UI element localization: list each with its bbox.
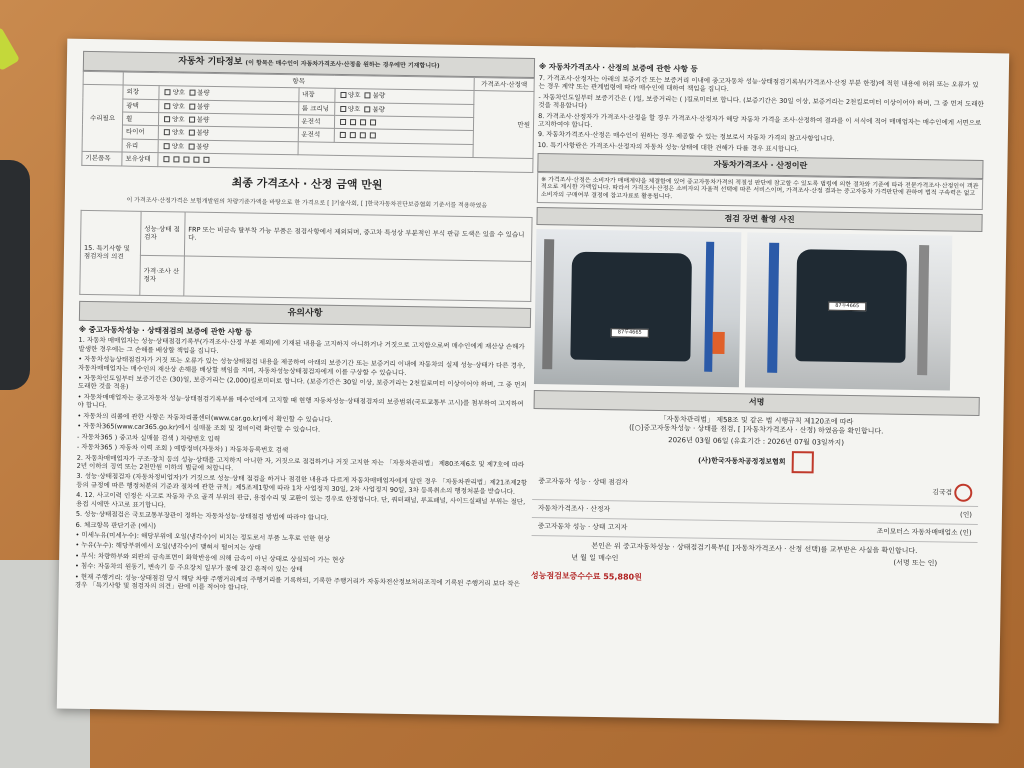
- receipt-sign: (서명 또는 인): [893, 558, 938, 568]
- notice-item: • 침수: 자동차의 원동기, 변속기 등 주요장치 일부가 물에 잠긴 흔적이 있는 상태: [74, 562, 303, 574]
- receipt-text: 본인은 위 중고자동차성능 · 상태점검기록부([ ]자동차가격조사 · 산정 선택)를 교부받은 사실을 확인합니다.: [591, 541, 918, 555]
- row-label: 내장: [298, 88, 334, 102]
- issue-date: 2026년 03월 06일 (유효기간 : 2026년 07월 03일까지): [668, 436, 845, 447]
- row-checks: 양호 불량: [334, 102, 474, 118]
- inspection-photos: [534, 229, 982, 391]
- signer-list: [532, 473, 979, 543]
- notice-list: [75, 336, 531, 596]
- price-guarantee-title: ※ 자동차가격조사 · 산정의 보증에 관한 사항 등: [538, 62, 698, 74]
- special-notes-table: [79, 210, 532, 302]
- items-label: 항목: [123, 72, 474, 91]
- rear-photo: [745, 233, 952, 391]
- lift-pillar: [767, 243, 779, 373]
- row-checks: 양호 불량: [158, 139, 298, 155]
- price-definition-header: 자동차가격조사 · 산정이란: [537, 153, 983, 178]
- price-guarantee-item: 7. 가격조사·산정자는 아래의 보증기간 또는 보증거리 이내에 중고자동차 성능·상태점검기록부(가격조사·산정 부분 한정)에 적힌 내용에 허위 또는 오류가 있는 경우 계약 또는 관계법령에 따라 매수인에 대하여 책임을 집니다.: [538, 73, 979, 94]
- row-checks: 양호 불량: [159, 86, 299, 102]
- notice-item: • 자동차365(www.car365.go.kr)에서 실매물 조회 및 정비이력 확인할 수 있습니다.: [77, 422, 321, 434]
- row-label: 운전석: [298, 115, 334, 129]
- row-label: 유리: [122, 139, 158, 153]
- van-front: [570, 252, 692, 362]
- price-column-label: 가격조사·산정액: [474, 77, 534, 91]
- org-line: [533, 447, 979, 476]
- final-price: 최종 가격조사 · 산정 금액 만원: [231, 175, 383, 192]
- repair-table: [81, 71, 534, 173]
- price-inspector-note: [184, 256, 532, 301]
- front-photo: [534, 229, 741, 387]
- repair-needed-label: 수리필요: [82, 85, 123, 153]
- notice-item: 2. 자동차매매업자가 구조·장치 등의 성능·상태를 고지하지 아니한 자, 거짓으로 점검하거나 거짓 고지한 자는 「자동차관리법」 제80조제6호 및 제7호에 따라 2년 이하의 징역 또는 2천만원 이하의 벌금에 처합니다.: [76, 453, 525, 473]
- notice-item: • 자동차매매업자는 중고자동차 성능·상태점검기록부를 매수인에게 고지할 때 현행 자동차성능·상태점검자의 보증범위(국토교통부 고시)를 첨부하여 고지하여야 합니다.: [77, 392, 524, 410]
- row-label: 운전석: [298, 128, 334, 142]
- notice-header: 유의사항: [79, 301, 531, 328]
- org-name: (사)한국자동차공정정보협회: [697, 456, 786, 467]
- notice-item: • 미세누유(미세누수): 해당부위에 오일(냉각수)이 비치는 정도로서 부품 노후로 인한 현상: [75, 530, 331, 543]
- perf-inspector-note: FRP 또는 비금속 탈부착 가능 부품은 점검사항에서 제외되며, 중고차 특성상 부분적인 부식 판금 도색은 있을 수 있습니다.: [184, 212, 532, 261]
- org-seal: [791, 451, 813, 473]
- row-label: 외장: [123, 85, 159, 99]
- row-checks: 양호 불량: [159, 99, 299, 115]
- signer-role: 중고자동차 성능 · 상태 고지자: [537, 522, 628, 532]
- notice-item: 5. 성능·상태점검은 국토교통부장관이 정하는 자동차성능·상태점검 방법에 따라야 합니다.: [75, 509, 329, 522]
- perf-inspector-label: 성능·상태 점검자: [140, 211, 185, 256]
- signer-role: 중고자동차 성능 · 상태 점검자: [538, 477, 629, 487]
- basic-items-label: 기본품목: [82, 152, 122, 166]
- notice-item: 1. 자동차 매매업자는 성능·상태점검기록부(가격조사·산정 부분 제외)에 기재된 내용을 고지하지 아니하거나 거짓으로 고지함으로써 매수인에게 재산상 손해가 발생한 경우에는 그 손해를 배상할 책임을 집니다.: [78, 336, 525, 355]
- law-text: 「자동차관리법」 제58조 및 같은 법 시행규칙 제120조에 따라: [659, 414, 854, 426]
- notice-title: ※ 중고자동차성능 · 상태점검의 보증에 관한 사항 등: [78, 324, 253, 337]
- inspection-fee: 성능점검보증수수료 55,880원: [530, 570, 642, 582]
- notice-item: - 자동차365 ) 자동차 이력 조회 ) 예방정비(자동차) ) 자동차등록번호 검색: [76, 442, 289, 455]
- price-guarantee-list: [538, 74, 985, 156]
- lift-pillar: [542, 240, 554, 370]
- notice-item: • 누유(누수): 해당부위에서 오일(냉각수)이 맺혀서 떨어지는 상태: [75, 541, 261, 553]
- repair-cell: [83, 71, 123, 85]
- row-checks: 양호 불량: [158, 113, 298, 129]
- left-column: [75, 51, 535, 599]
- usb-device: [0, 27, 20, 71]
- notice-item: 6. 체크항목 판단기준 (예시): [75, 520, 157, 530]
- inspection-record-sheet: [57, 39, 1009, 724]
- row-checks: 양호 불량: [334, 88, 474, 104]
- price-guarantee-item: - 자동차인도일부터 보증기간은 ( )일, 보증거리는 ( )킬로미터로 합니다. (보증기간은 30일 이상, 보증거리는 2천킬로미터 이상이어야 하며, 그 중 먼저 도래한 것을 적용합니다): [538, 92, 984, 110]
- other-info-title: 자동차 기타정보: [178, 56, 243, 68]
- row-label: 광택: [123, 99, 159, 113]
- signer-name: 조이모터스 자동차매매업소: [876, 527, 958, 537]
- phone-device: [0, 160, 30, 390]
- price-definition-text: ※ 가격조사·산정은 소비자가 매매계약을 체결함에 있어 중고자동차가격의 적절성 판단에 참고할 수 있도록 법령에 의한 절차와 기준에 따라 전문가격조사·산정인이 객관적으로 제시한 가액입니다. 따라서 가격조사·산정은 소비자의 자율적 선택에 따른 서비스이며, 가격조사·산정 결과는 중고자동차 가격판단에 관하여 법적 구속력은 없고 소비자의 구매여부 결정에 참고자료로 활용됩니다.: [537, 172, 983, 210]
- signer-stamp: [954, 484, 972, 502]
- signer-role: 자동차가격조사 · 산정자: [537, 504, 611, 514]
- price-guarantee-item: 8. 가격조사·산정자가 가격조사·산정을 할 경우 가격조사·산정자가 해당 자동차 가격을 조사·산정하여 결과를 이 서식에 적어 매매업자는 매수인에게 서면으로 고지하여야 합니다.: [537, 111, 982, 129]
- price-inspector-label: 가격·조사 산정자: [140, 255, 185, 296]
- license-plate-front: 87두4665: [611, 329, 649, 339]
- row-label: 타이어: [122, 125, 158, 139]
- price-won: 만원: [473, 91, 534, 159]
- receipt-date: 년 월 일 매수인: [571, 553, 619, 563]
- notice-item: 3. 성능·상태점검자 (자동차정비업자)가 거짓으로 성능·상태 점검을 하거나 점검한 내용과 다르게 자동차매매업자에게 알린 경우 「자동차관리법」제21조제2항 등의 규정에 따른 행정처분의 기준과 절차에 관한 규칙」제5조제1항에 따라 1차 사업정지 30일, 2차 사업정지 90일, 3차 등록취소의 행정처분을 받습니다.: [76, 472, 528, 496]
- notice-item: • 부식: 차량하부와 외판의 금속표면이 화학반응에 의해 금속이 아닌 상태로 상실되어 가는 현상: [75, 551, 345, 564]
- license-plate-rear: 87두4665: [828, 302, 866, 312]
- notice-item: • 자동차의 리콜에 관한 사항은 자동차리콜센터(www.car.go.kr)에서 확인할 수 있습니다.: [77, 411, 333, 424]
- right-column: [531, 58, 985, 588]
- traffic-cone: [712, 332, 724, 354]
- notice-item: • 현재 주행거리: 성능·상태점검 당시 해당 차량 주행거리계의 주행거리를 기록하되, 기록한 주행거리가 자동차전산정보처리조직에 기록된 주행거리 보다 작은 경우 「특기사항 및 점검자의 의견」란에 이를 적어야 합니다.: [74, 572, 520, 592]
- row-checks: 양호 불량: [158, 126, 298, 142]
- price-guarantee-item: 10. 특기사항란은 가격조사·산정자의 자동차 성능·상태에 대한 견해가 다를 경우 표시합니다.: [537, 140, 799, 153]
- notice-item: • 자동차인도일부터 보증기간은 (30)일, 보증거리는 (2,000)킬로미터로 합니다. (보증기간은 30일 이상, 보증거리는 2천킬로미터 이상이어야 하며, 그 중 먼저 도래한 것을 적용): [77, 373, 527, 392]
- notice-item: 4. 12. 사고이력 인정은 사고로 자동차 주요 골격 부위의 판금, 용접수리 및 교환이 있는 경우로 한정합니다. 단, 쿼터패널, 루프패널, 사이드실패널 부위는 절단, 용접 시에만 사고로 표기합니다.: [75, 491, 526, 509]
- row-label: 휠: [122, 112, 158, 126]
- row-label: 룸 크리닝: [298, 101, 334, 115]
- price-guarantee-item: 9. 자동차가격조사·산정은 매수인이 원하는 경우 제공할 수 있는 정보로서 자동차 가격의 참고사항입니다.: [537, 130, 835, 144]
- signer-mark: (인): [960, 510, 973, 520]
- law-statement: [533, 409, 980, 480]
- photo-header: 점검 장면 촬영 사진: [536, 207, 982, 232]
- notice-item: • 자동차성능상태점검자가 거짓 또는 오류가 있는 성능상태점검 내용을 제공하여 아래의 보증기간 또는 보증거리 이내에 자동차의 실제 성능·상태가 다른 경우, 자동차매매업자는 매수인의 재산상 손해를 배상할 책임을 지며, 자동차성능상태점검자에게 이를 구상할 수 있습니다.: [78, 355, 526, 377]
- signature-header: 서명: [534, 390, 980, 415]
- signer-name: 김국겸: [932, 488, 953, 497]
- signer-mark: (인): [959, 528, 972, 537]
- law-text-2: ([○]중고자동차성능 · 상태를 점검, [ ]자동차가격조사 · 산정) 하였음을 확인합니다.: [629, 423, 884, 436]
- notice-item: - 자동차365 ) 중고차 실매물 검색 ) 차량번호 입력: [77, 432, 221, 443]
- special-notes-label: 15. 특기사항 및 점검자의 의견: [80, 210, 141, 295]
- lift-pillar: [917, 245, 929, 375]
- basic-item-state: 보유상태: [122, 152, 158, 166]
- price-note: 이 가격조사·산정가격은 보험개발원의 차량기준가액을 바탕으로 한 가격으로 [ ]기술사회, [ ]한국자동차진단보증협회 기준서를 적용하였음: [126, 196, 488, 210]
- other-info-note: (이 항목은 매수인이 자동차가격조사·산정을 원하는 경우에만 기재합니다): [245, 59, 440, 70]
